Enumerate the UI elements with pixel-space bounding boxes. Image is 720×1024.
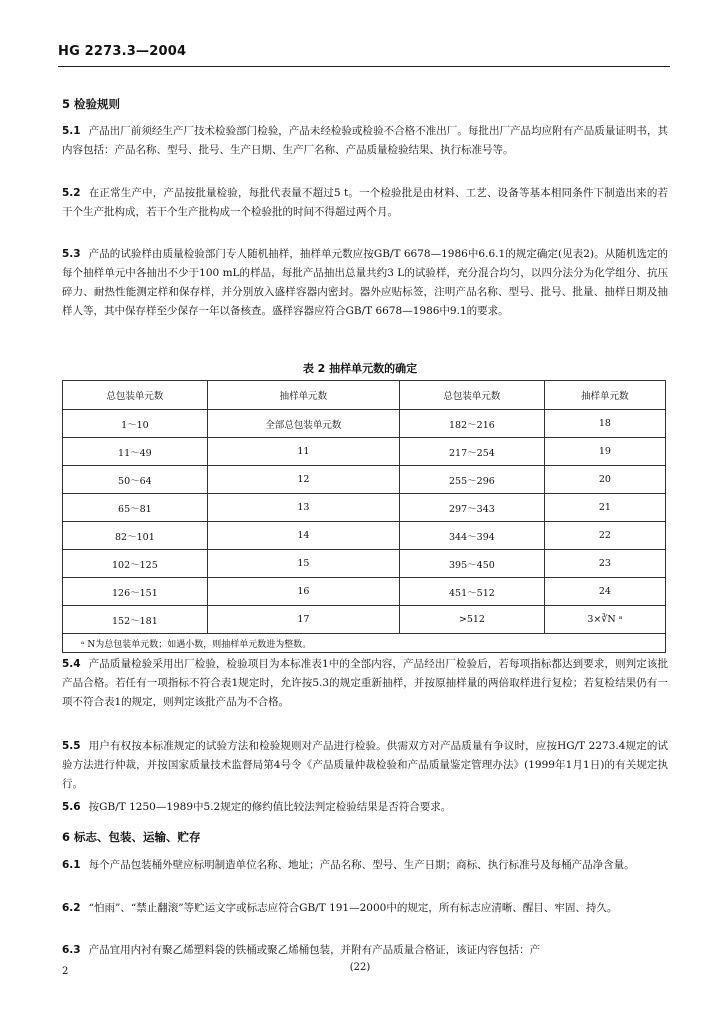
clause-6-2 — [62, 899, 668, 918]
table-cell: 14 — [207, 522, 399, 550]
section-5-title: 5 检验规则 — [62, 97, 121, 111]
clause-5-6-number: 5.6 — [62, 801, 81, 813]
clause-5-4-text: 产品质量检验采用出厂检验，检验项目为本标准表1中的全部内容，产品经出厂检验后，若每项指标都达到要求，则判定该批产品合格。若任有一项指标不符合表1规定时，允许按5.3的规定重新抽样，并按原抽样量的两倍取样进行复检；若复检结果仍有一项不符合表1的规定，则判定该批产品为不合格。 — [62, 658, 668, 708]
table-2-caption: 表 2 抽样单元数的确定 — [302, 362, 418, 375]
document-header: HG 2273.3—2004 — [58, 44, 187, 59]
clause-5-2 — [62, 184, 668, 222]
clause-5-4 — [62, 655, 668, 712]
table-cell: >512 — [400, 606, 545, 634]
table-row — [63, 438, 666, 466]
header-total-units-2: 总包装单元数 — [400, 381, 545, 410]
table-cell: 344～394 — [400, 522, 545, 550]
table-cell: 15 — [207, 550, 399, 578]
section-6-title: 6 标志、包装、运输、贮存 — [62, 830, 201, 844]
table-cell: 全部总包装单元数 — [207, 410, 399, 438]
table-cell: 11 — [207, 438, 399, 466]
table-row — [63, 466, 666, 494]
clause-5-3 — [62, 245, 668, 321]
table-cell: 17 — [207, 606, 399, 634]
table-cell: 126～151 — [63, 578, 208, 606]
table-cell: 255～296 — [400, 466, 545, 494]
table-cell: 82～101 — [63, 522, 208, 550]
clause-5-2-number: 5.2 — [62, 187, 81, 199]
table-cell: 20 — [544, 466, 665, 494]
table-cell: 19 — [544, 438, 665, 466]
page-number-center: (22) — [349, 962, 371, 973]
clause-6-3 — [62, 941, 668, 960]
table-cell: 12 — [207, 466, 399, 494]
clause-5-3-number: 5.3 — [62, 248, 81, 260]
table-cell: 22 — [544, 522, 665, 550]
table-cell: 16 — [207, 578, 399, 606]
table-cell: 13 — [207, 494, 399, 522]
table-row — [63, 550, 666, 578]
table-cell: 3×∛N ᵃ — [544, 606, 665, 634]
clause-5-5-text: 用户有权按本标准规定的试验方法和检验规则对产品进行检验。供需双方对产品质量有争议时，应按HG/T 2273.4规定的试验方法进行仲裁，并按国家质量技术监督局第4号令《产品质量仲裁检验和产品质量鉴定管理办法》(1999年1月1日)的有关规定执行。 — [62, 740, 668, 790]
table-cell: 217～254 — [400, 438, 545, 466]
clause-5-3-text: 产品的试验样由质量检验部门专人随机抽样，抽样单元数应按GB/T 6678—1986中6.6.1的规定确定(见表2)。从随机选定的每个抽样单元中各抽出不少于100 mL的样品，每批产品抽出总量共约3 L的试验样，充分混合均匀，以四分法分为化学组分、抗压碎力、耐热性能测定样和保存样，并分别放入盛样容器内密封。器外应贴标签，注明产品名称、型号、批号、批量、抽样日期及抽样人等，其中保存样至少保存一年以备核查。盛样容器应符合GB/T 6678—1986中9.1的要求。 — [62, 248, 668, 317]
clause-5-6 — [62, 798, 668, 817]
table-cell: 152～181 — [63, 606, 208, 634]
clause-5-4-number: 5.4 — [62, 658, 81, 670]
table-row — [63, 494, 666, 522]
table-cell: 24 — [544, 578, 665, 606]
header-total-units-1: 总包装单元数 — [63, 381, 208, 410]
table-cell: 1～10 — [63, 410, 208, 438]
table-row — [63, 522, 666, 550]
header-sample-units-1: 抽样单元数 — [207, 381, 399, 410]
table-cell: 65～81 — [63, 494, 208, 522]
clause-6-2-text: “怕雨”、“禁止翻滚”等贮运文字或标志应符合GB/T 191—2000中的规定，所有标志应清晰、醒目、牢固、持久。 — [88, 902, 618, 914]
clause-5-2-text: 在正常生产中，产品按批量检验，每批代表量不超过5 t。一个检验批是由材料、工艺、设备等基本相同条件下制造出来的若干个生产批构成，若干个生产批构成一个检验批的时间不得超过两个月。 — [62, 187, 668, 218]
table-cell: 21 — [544, 494, 665, 522]
table-cell: 451～512 — [400, 578, 545, 606]
header-rule — [58, 66, 670, 67]
table-footnote: ᵃ N为总包装单元数；如遇小数，则抽样单元数进为整数。 — [63, 634, 666, 653]
clause-5-6-text: 按GB/T 1250—1989中5.2规定的修约值比较法判定检验结果是否符合要求。 — [88, 801, 452, 813]
clause-5-1 — [62, 122, 668, 160]
header-sample-units-2: 抽样单元数 — [544, 381, 665, 410]
table-cell: 395～450 — [400, 550, 545, 578]
clause-6-3-text: 产品宜用内衬有聚乙烯塑料袋的铁桶或聚乙烯桶包装，并附有产品质量合格证，该证内容包括：产 — [88, 944, 541, 956]
clause-6-1-text: 每个产品包装桶外壁应标明制造单位名称、地址；产品名称、型号、生产日期；商标、执行标准号及每桶产品净含量。 — [88, 859, 635, 871]
clause-6-1 — [62, 856, 668, 875]
table-row — [63, 606, 666, 634]
clause-5-1-text: 产品出厂前须经生产厂技术检验部门检验，产品未经检验或检验不合格不准出厂。每批出厂产品均应附有产品质量证明书，其内容包括：产品名称、型号、批号、生产日期、生产厂名称、产品质量检验结果、执行标准号等。 — [62, 125, 668, 156]
table-cell: 11～49 — [63, 438, 208, 466]
table-cell: 102～125 — [63, 550, 208, 578]
page-number: 2 — [62, 966, 69, 977]
clause-5-1-number: 5.1 — [62, 125, 81, 137]
table-cell: 297～343 — [400, 494, 545, 522]
clause-6-2-number: 6.2 — [62, 902, 81, 914]
clause-5-5 — [62, 737, 668, 794]
clause-6-3-number: 6.3 — [62, 944, 81, 956]
table-cell: 182～216 — [400, 410, 545, 438]
clause-5-5-number: 5.5 — [62, 740, 81, 752]
table-row — [63, 578, 666, 606]
table-cell: 50～64 — [63, 466, 208, 494]
table-row — [63, 410, 666, 438]
table-cell: 18 — [544, 410, 665, 438]
sampling-table — [62, 380, 666, 653]
clause-6-1-number: 6.1 — [62, 859, 81, 871]
table-note-row — [63, 634, 666, 653]
table-cell: 23 — [544, 550, 665, 578]
table-header-row — [63, 381, 666, 410]
